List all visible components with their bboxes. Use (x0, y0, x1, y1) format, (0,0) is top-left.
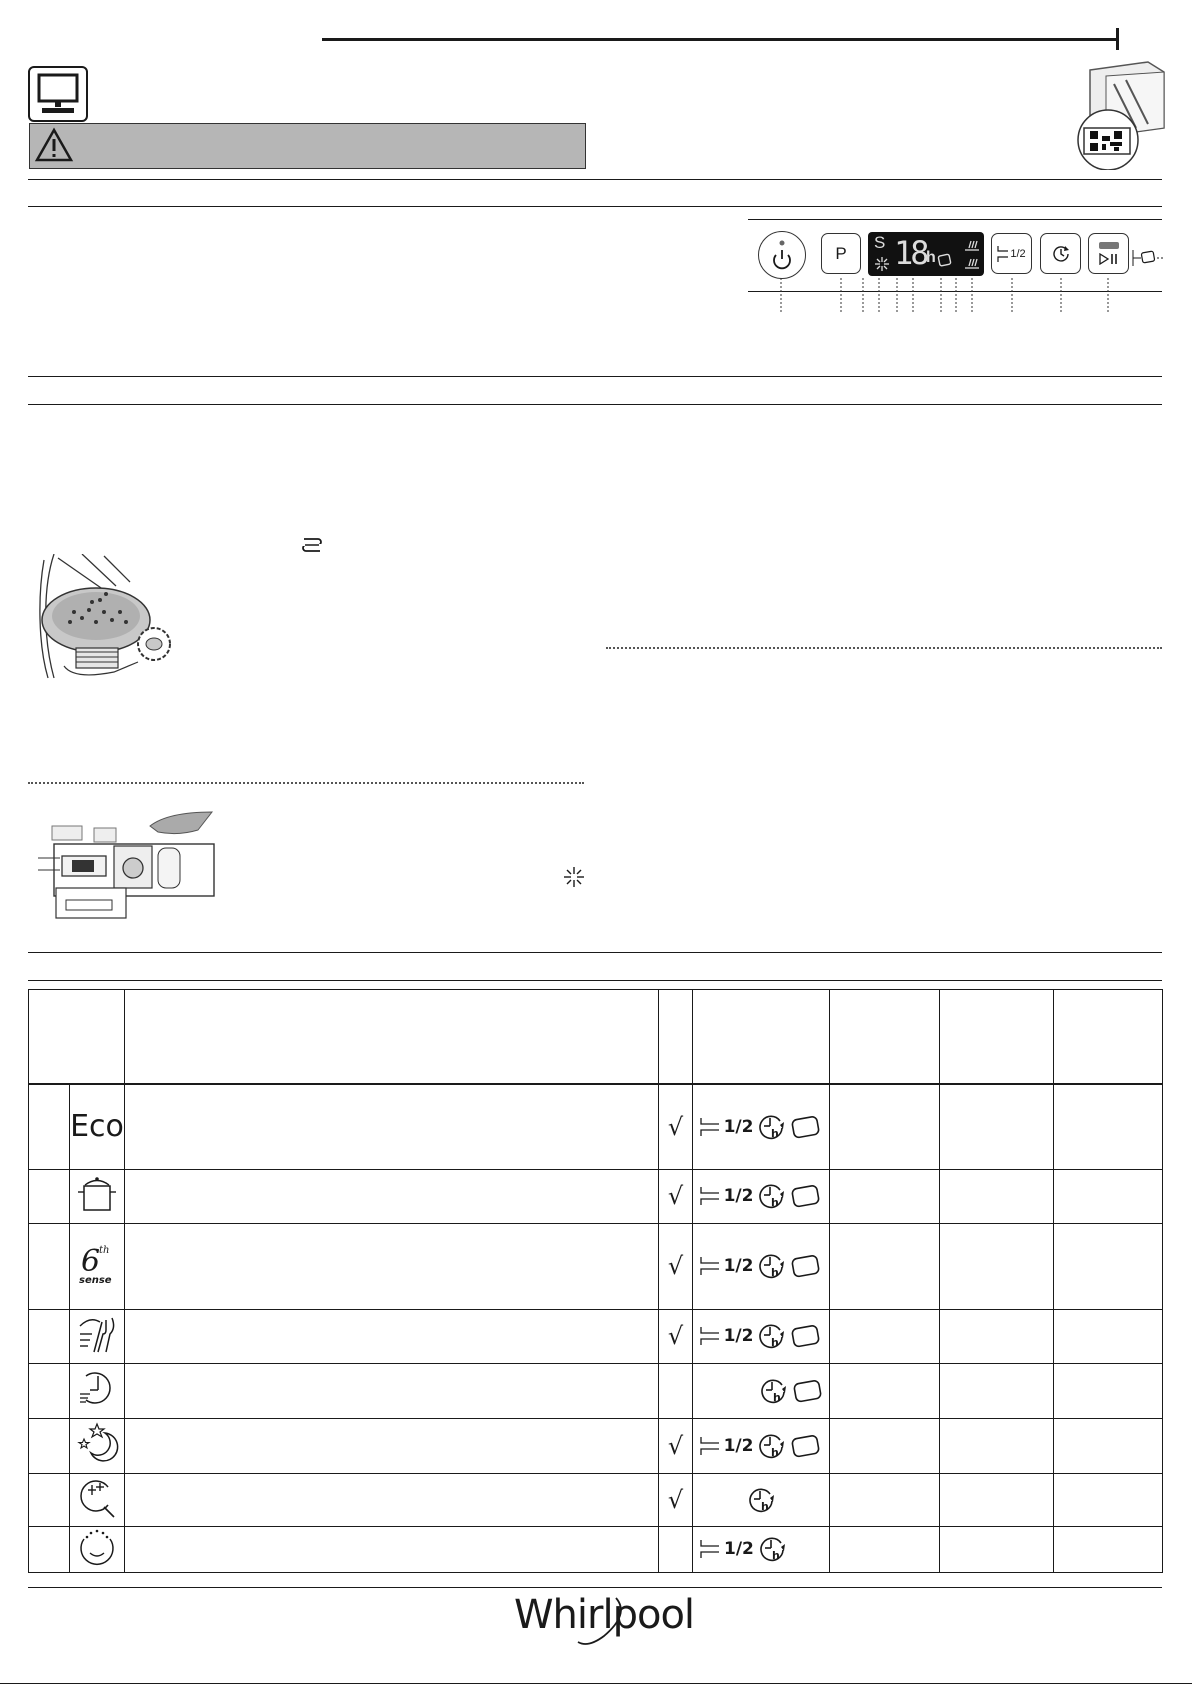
delay-clock-icon (756, 1181, 786, 1211)
table-row (29, 1418, 1163, 1473)
section-rule-1b (28, 206, 1162, 207)
water-cell (940, 1526, 1054, 1572)
row-number-cell (29, 1473, 70, 1526)
sixth-sense-icon-cell (70, 1223, 125, 1309)
half-load-icon (699, 1116, 721, 1138)
water-cell (940, 1363, 1054, 1418)
row-number-cell (29, 1418, 70, 1473)
duration-cell (830, 1084, 940, 1169)
display-sparkle-icon (874, 256, 890, 272)
water-cell (940, 1169, 1054, 1223)
header-cell-water (940, 990, 1054, 1085)
half-load-icon (699, 1538, 721, 1560)
eco-label: Eco (70, 1084, 125, 1169)
rinse-icon-cell (70, 1473, 125, 1526)
sixth-sense-icon (75, 1239, 119, 1289)
energy-cell (1054, 1309, 1163, 1363)
energy-cell (1054, 1418, 1163, 1473)
row-number-cell (29, 1084, 70, 1169)
half-load-label: 1/2 (723, 1435, 754, 1456)
fast-cutlery-icon-cell (70, 1309, 125, 1363)
delay-clock-icon (756, 1251, 786, 1281)
svg-text:h: h (771, 1445, 780, 1459)
salt-icon (964, 256, 980, 270)
water-cell (940, 1223, 1054, 1309)
section-rule-2b (28, 404, 1162, 405)
check-mark (659, 1526, 693, 1572)
options-cell (693, 1169, 830, 1223)
half-load-icon (699, 1185, 721, 1207)
salt-refill-icon (300, 536, 324, 556)
svg-text:h: h (771, 1336, 780, 1349)
description-cell (125, 1526, 659, 1572)
row-number-cell (29, 1223, 70, 1309)
options-cell (693, 1526, 830, 1572)
row-number-cell (29, 1169, 70, 1223)
options-cell (693, 1223, 830, 1309)
left-dotted-separator (28, 782, 584, 784)
duration-cell (830, 1418, 940, 1473)
energy-cell (1054, 1084, 1163, 1169)
row-number-cell (29, 1309, 70, 1363)
programs-table (28, 989, 1163, 1573)
self-clean-icon-cell (70, 1526, 125, 1572)
svg-text:h: h (761, 1499, 769, 1513)
tablet-icon (789, 1252, 823, 1280)
door-open-indicator (1131, 250, 1167, 266)
display-s-label: S (874, 233, 886, 252)
delay-clock-icon (756, 1321, 786, 1351)
energy-cell (1054, 1473, 1163, 1526)
tablet-icon (789, 1432, 823, 1460)
tablet-icon (789, 1113, 823, 1141)
half-load-button[interactable] (991, 233, 1032, 274)
start-pause-icon (1099, 253, 1119, 265)
section-rule-1a (28, 179, 1162, 180)
table-row (29, 1223, 1163, 1309)
night-icon (75, 1421, 119, 1465)
delay-clock-icon (756, 1431, 786, 1461)
water-cell (940, 1309, 1054, 1363)
rinse-aid-sparkle-icon (563, 866, 585, 888)
section-rule-2a (28, 376, 1162, 377)
top-rule (322, 38, 1116, 41)
header-cell-check (659, 990, 693, 1085)
half-load-label: 1/2 (723, 1116, 754, 1137)
half-load-icon (699, 1435, 721, 1457)
table-row (29, 1526, 1163, 1572)
energy-cell (1054, 1169, 1163, 1223)
callout-leader-lines (748, 276, 1162, 316)
fast-cutlery-icon (76, 1312, 118, 1356)
description-cell (125, 1418, 659, 1473)
check-mark: √ (659, 1084, 693, 1169)
check-mark: √ (659, 1169, 693, 1223)
rinse-aid-dispenser-illustration (38, 808, 216, 920)
program-button[interactable]: P (821, 233, 861, 274)
half-load-label: 1/2 (724, 1539, 754, 1559)
water-cell (940, 1418, 1054, 1473)
top-rule-tick (1116, 28, 1119, 50)
quick-clock-icon-cell (70, 1363, 125, 1418)
svg-text:sense: sense (79, 1274, 112, 1286)
panel-display (868, 232, 984, 276)
check-mark: √ (659, 1223, 693, 1309)
pot-icon (76, 1174, 118, 1214)
row-number-cell (29, 1526, 70, 1572)
description-cell (125, 1309, 659, 1363)
salt-container-illustration (34, 554, 194, 680)
panel-top-rule (748, 219, 1162, 220)
description-cell (125, 1169, 659, 1223)
water-cell (940, 1473, 1054, 1526)
half-load-icon (699, 1255, 721, 1277)
self-clean-icon (76, 1527, 118, 1567)
duration-cell (830, 1169, 940, 1223)
tablet-icon (791, 1377, 825, 1405)
power-icon (759, 232, 805, 278)
start-pause-button[interactable] (1088, 233, 1129, 274)
half-load-icon (699, 1325, 721, 1347)
power-button[interactable] (758, 231, 806, 279)
page-bottom-rule (0, 1683, 1192, 1684)
section-rule-3b (28, 980, 1162, 981)
header-cell-duration (830, 990, 940, 1085)
svg-text:h: h (771, 1126, 780, 1140)
description-cell (125, 1084, 659, 1169)
header-cell-description (125, 990, 659, 1085)
svg-text:th: th (99, 1244, 110, 1256)
warning-triangle-icon (34, 127, 74, 163)
duration-cell (830, 1473, 940, 1526)
table-row (29, 1169, 1163, 1223)
check-mark: √ (659, 1309, 693, 1363)
brand-swoosh-icon (570, 1592, 630, 1650)
check-mark (659, 1363, 693, 1418)
quick-clock-icon (76, 1366, 118, 1410)
delay-clock-icon (746, 1485, 776, 1515)
footer-rule (28, 1587, 1162, 1588)
brand-name: Whirlpool (514, 1592, 695, 1638)
header-cell-energy (1054, 990, 1163, 1085)
duration-cell (830, 1526, 940, 1572)
warning-bar (29, 123, 586, 169)
rinse-aid-icon (964, 238, 980, 252)
half-load-icon (997, 245, 1009, 263)
table-row (29, 1084, 1163, 1169)
energy-cell (1054, 1526, 1163, 1572)
energy-cell (1054, 1223, 1163, 1309)
options-cell (693, 1309, 830, 1363)
display-h-label: h (926, 249, 936, 266)
svg-text:h: h (771, 1549, 780, 1562)
options-cell (693, 1473, 830, 1526)
half-load-label: 1/2 (723, 1326, 754, 1346)
pot-icon-cell (70, 1169, 125, 1223)
duration-cell (830, 1309, 940, 1363)
section-rule-3a (28, 952, 1162, 953)
options-cell (693, 1418, 830, 1473)
row-number-cell (29, 1363, 70, 1418)
half-load-label: 1/2 (1010, 247, 1026, 260)
delay-button[interactable] (1040, 233, 1081, 274)
delay-clock-icon (758, 1376, 788, 1406)
energy-cell (1054, 1363, 1163, 1418)
table-header-row (29, 990, 1163, 1085)
monitor-icon (28, 66, 88, 122)
options-cell (693, 1084, 830, 1169)
svg-text:h: h (773, 1390, 781, 1404)
svg-text:6: 6 (81, 1243, 101, 1279)
delay-clock-icon (1051, 244, 1071, 264)
tablet-icon (789, 1322, 823, 1350)
table-row (29, 1309, 1163, 1363)
description-cell (125, 1363, 659, 1418)
table-row (29, 1473, 1163, 1526)
half-load-label: 1/2 (723, 1256, 754, 1276)
brand-logo (514, 1592, 694, 1638)
right-dotted-separator (606, 647, 1162, 649)
display-digits: 18 (894, 234, 927, 272)
half-load-label: 1/2 (723, 1186, 754, 1206)
rinse-icon (76, 1475, 118, 1519)
delay-clock-icon (757, 1534, 787, 1564)
night-icon-cell (70, 1418, 125, 1473)
options-cell (693, 1363, 830, 1418)
svg-text:h: h (771, 1266, 780, 1279)
duration-cell (830, 1223, 940, 1309)
duration-cell (830, 1363, 940, 1418)
dishwasher-qr-icon (1066, 58, 1166, 170)
tablet-icon (937, 252, 953, 268)
header-cell-options (693, 990, 830, 1085)
start-indicator-led (1099, 242, 1119, 249)
description-cell (125, 1223, 659, 1309)
header-cell-program (29, 990, 125, 1085)
description-cell (125, 1473, 659, 1526)
table-row (29, 1363, 1163, 1418)
check-mark: √ (659, 1473, 693, 1526)
water-cell (940, 1084, 1054, 1169)
delay-clock-icon (756, 1112, 786, 1142)
check-mark: √ (659, 1418, 693, 1473)
tablet-icon (789, 1182, 823, 1210)
svg-text:h: h (771, 1196, 780, 1209)
